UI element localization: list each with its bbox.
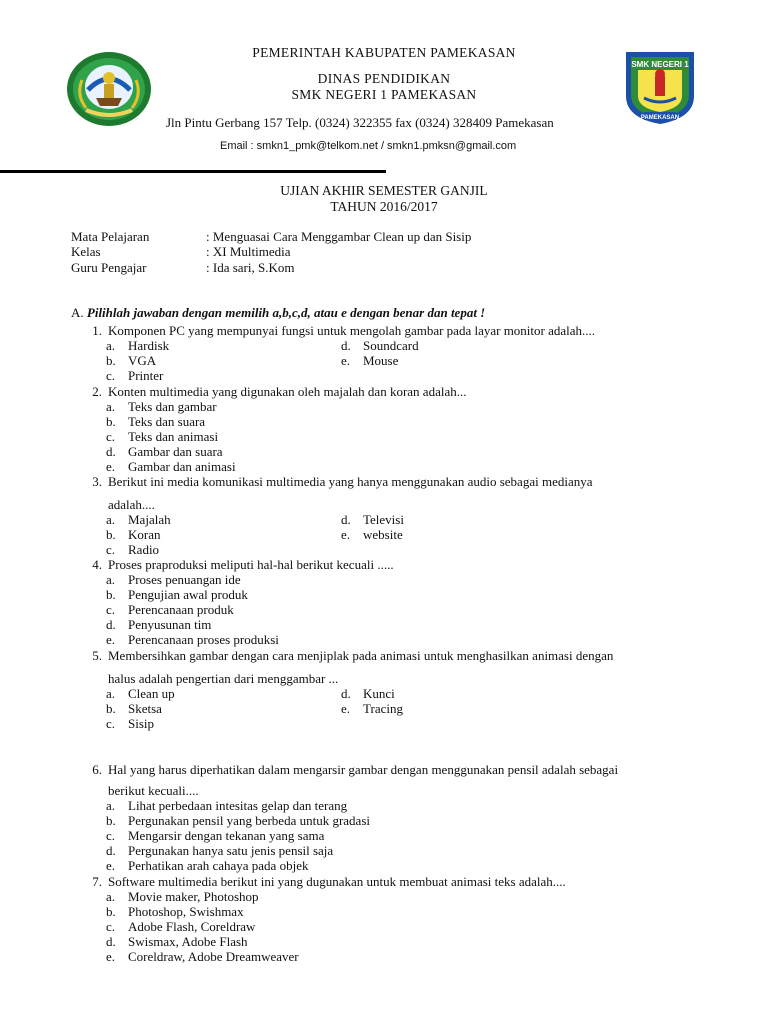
option[interactable] [106, 889, 259, 905]
option-letter: b. [106, 414, 116, 429]
option-text: Perhatikan arah cahaya pada objek [128, 858, 309, 873]
exam-year: TAHUN 2016/2017 [330, 199, 438, 214]
option[interactable] [106, 843, 333, 859]
option-letter: d. [106, 843, 116, 858]
option-text: Pergunakan pensil yang berbeda untuk gradasi [128, 813, 370, 828]
option[interactable] [106, 602, 234, 618]
option-letter: e. [341, 527, 351, 542]
option-letter: b. [106, 587, 116, 602]
option-text: Mengarsir dengan tekanan yang sama [128, 828, 325, 843]
option-text: Tracing [363, 701, 403, 716]
option-text: Teks dan animasi [128, 429, 219, 444]
logo-top-text: SMK NEGERI 1 [631, 60, 689, 69]
option-letter: a. [106, 798, 116, 813]
option[interactable] [106, 444, 223, 460]
option-letter: d. [341, 338, 351, 353]
meta-key: Kelas [71, 244, 101, 259]
option-letter: d. [106, 617, 116, 632]
question-text-continued: berikut kecuali.... [108, 783, 199, 798]
option[interactable] [106, 527, 161, 543]
option-text: Majalah [128, 512, 171, 527]
option[interactable] [106, 459, 236, 475]
option[interactable] [341, 512, 404, 528]
question-number: 5. [92, 648, 102, 663]
header-school: SMK NEGERI 1 PAMEKASAN [291, 87, 477, 102]
option[interactable] [106, 617, 211, 633]
option-text: Pengujian awal produk [128, 587, 248, 602]
option-letter: d. [106, 934, 116, 949]
meta-row [71, 244, 291, 260]
meta-key: Guru Pengajar [71, 260, 147, 275]
option-text: Photoshop, Swishmax [128, 904, 244, 919]
option-letter: d. [341, 512, 351, 527]
option-letter: e. [106, 858, 116, 873]
question-number: 7. [92, 874, 102, 889]
question-text-continued: halus adalah pengertian dari menggambar ... [108, 671, 339, 686]
question-number: 1. [92, 323, 102, 338]
header-department: DINAS PENDIDIKAN [317, 71, 451, 86]
option-letter: c. [106, 542, 116, 557]
option[interactable] [106, 798, 347, 814]
meta-key: Mata Pelajaran [71, 229, 150, 244]
question-text-continued: adalah.... [108, 497, 155, 512]
meta-value: : Ida sari, S.Kom [206, 260, 295, 275]
option[interactable] [341, 353, 398, 369]
question-number: 3. [92, 474, 102, 489]
option[interactable] [106, 919, 255, 935]
header-email: Email : smkn1_pmk@telkom.net / smkn1.pmksn@gmail.com [220, 140, 517, 152]
option[interactable] [106, 572, 241, 588]
option-letter: e. [341, 701, 351, 716]
option[interactable] [106, 353, 156, 369]
option[interactable] [106, 512, 171, 528]
option-text: Radio [128, 542, 160, 557]
option[interactable] [106, 338, 169, 354]
option-text: Printer [128, 368, 164, 383]
option-text: Gambar dan animasi [128, 459, 236, 474]
option[interactable] [341, 686, 395, 702]
option-text: Soundcard [363, 338, 419, 353]
option-text: Lihat perbedaan intesitas gelap dan terang [128, 798, 348, 813]
option-letter: a. [106, 889, 116, 904]
option-letter: b. [106, 813, 116, 828]
option[interactable] [106, 429, 218, 445]
option-text: Mouse [363, 353, 399, 368]
option-letter: c. [106, 602, 116, 617]
option-letter: e. [341, 353, 351, 368]
option-text: Perencanaan produk [128, 602, 234, 617]
question-number: 2. [92, 384, 102, 399]
option-text: Televisi [363, 512, 404, 527]
option[interactable] [341, 338, 419, 354]
option[interactable] [106, 716, 154, 732]
option[interactable] [106, 542, 159, 558]
option-text: Coreldraw, Adobe Dreamweaver [128, 949, 299, 964]
question-text: Proses praproduksi meliputi hal-hal berikut kecuali ..... [108, 557, 394, 572]
option-letter: a. [106, 399, 116, 414]
option-letter: c. [106, 368, 116, 383]
option-letter: e. [106, 459, 116, 474]
option-letter: d. [106, 444, 116, 459]
option-letter: b. [106, 904, 116, 919]
option[interactable] [106, 828, 324, 844]
meta-row [71, 260, 294, 276]
option-letter: b. [106, 701, 116, 716]
option-letter: e. [106, 632, 116, 647]
option[interactable] [341, 527, 403, 543]
question-text: Software multimedia berikut ini yang dugunakan untuk membuat animasi teks adalah.... [108, 874, 566, 889]
question-text: Konten multimedia yang digunakan oleh majalah dan koran adalah... [108, 384, 467, 399]
header-address: Jln Pintu Gerbang 157 Telp. (0324) 322355 fax (0324) 328409 Pamekasan [166, 115, 554, 130]
option-letter: a. [106, 338, 116, 353]
meta-value: : XI Multimedia [206, 244, 291, 259]
option[interactable] [106, 858, 308, 874]
option[interactable] [341, 701, 403, 717]
question-text: Komponen PC yang mempunyai fungsi untuk mengolah gambar pada layar monitor adalah.... [108, 323, 596, 338]
option-letter: c. [106, 828, 116, 843]
option-text: Sketsa [128, 701, 162, 716]
option-text: Kunci [363, 686, 395, 701]
header-divider [0, 170, 386, 173]
option-text: Penyusunan tim [128, 617, 212, 632]
section-letter: A. [71, 305, 84, 320]
option[interactable] [106, 934, 248, 950]
option-letter: c. [106, 919, 116, 934]
section-heading [71, 305, 485, 321]
option-letter: e. [106, 949, 116, 964]
option-text: Clean up [128, 686, 175, 701]
option-letter: c. [106, 716, 116, 731]
option-letter: a. [106, 512, 116, 527]
option-letter: c. [106, 429, 116, 444]
meta-value: : Menguasai Cara Menggambar Clean up dan Sisip [206, 229, 472, 244]
option[interactable] [106, 399, 217, 415]
option[interactable] [106, 632, 279, 648]
option[interactable] [106, 813, 370, 829]
option-text: Teks dan gambar [128, 399, 217, 414]
logo-bottom-text: PAMEKASAN [640, 115, 680, 121]
meta-row [71, 229, 471, 245]
question-text: Membersihkan gambar dengan cara menjiplak pada animasi untuk menghasilkan animasi dengan [108, 648, 614, 663]
option-text: Swismax, Adobe Flash [128, 934, 248, 949]
option-text: Gambar dan suara [128, 444, 223, 459]
option-text: website [363, 527, 403, 542]
option-letter: b. [106, 353, 116, 368]
option[interactable] [106, 701, 162, 717]
option[interactable] [106, 414, 205, 430]
question-text: Hal yang harus diperhatikan dalam mengarsir gambar dengan menggunakan pensil adalah sebagai [108, 762, 619, 777]
option-text: Pergunakan hanya satu jenis pensil saja [128, 843, 334, 858]
option-text: Movie maker, Photoshop [128, 889, 259, 904]
option-text: Hardisk [128, 338, 170, 353]
option[interactable] [106, 587, 248, 603]
option-letter: a. [106, 572, 116, 587]
option-letter: b. [106, 527, 116, 542]
option-letter: d. [341, 686, 351, 701]
option-text: VGA [128, 353, 157, 368]
option-text: Koran [128, 527, 161, 542]
option-text: Proses penuangan ide [128, 572, 241, 587]
option-text: Adobe Flash, Coreldraw [128, 919, 256, 934]
option-letter: a. [106, 686, 116, 701]
option-text: Sisip [128, 716, 155, 731]
question-number: 6. [92, 762, 102, 777]
question-number: 4. [92, 557, 102, 572]
section-instruction: Pilihlah jawaban dengan memilih a,b,c,d, atau e dengan benar dan tepat ! [86, 305, 486, 320]
header-government: PEMERINTAH KABUPATEN PAMEKASAN [252, 45, 516, 60]
option[interactable] [106, 904, 244, 920]
question-text: Berikut ini media komunikasi multimedia yang hanya menggunakan audio sebagai medianya [108, 474, 593, 489]
option[interactable] [106, 368, 163, 384]
option-text: Perencanaan proses produksi [128, 632, 279, 647]
option[interactable] [106, 686, 175, 702]
option[interactable] [106, 949, 299, 965]
exam-title: UJIAN AKHIR SEMESTER GANJIL [280, 183, 488, 198]
option-text: Teks dan suara [128, 414, 206, 429]
